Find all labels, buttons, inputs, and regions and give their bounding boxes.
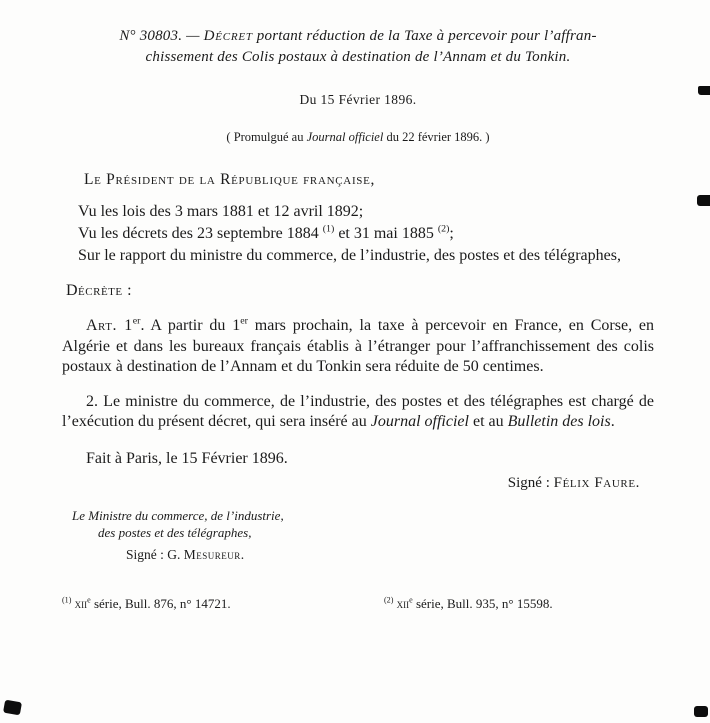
- signature-label: Signé :: [507, 474, 554, 491]
- footnotes: [62, 596, 654, 612]
- footnote-ref-1: (1): [322, 223, 335, 235]
- minister-title-line1: Le Ministre du commerce, de l’industrie,: [72, 507, 284, 523]
- footnote-1-series: xii: [74, 595, 88, 611]
- decree-word: Décret: [203, 28, 253, 44]
- scan-artifact: [698, 86, 710, 95]
- footnote-2-sup: e: [409, 595, 413, 605]
- fait-line: Fait à Paris, le 15 Février 1896.: [86, 449, 288, 467]
- visa2-mid: et 31 mai 1885: [334, 225, 438, 242]
- article-2: [62, 392, 654, 433]
- journal-officiel-ref: Journal officiel: [306, 130, 384, 144]
- article-1-body: mars prochain, la taxe à percevoir en France, en Corse, en Algérie et dans les bureaux français établis à l’étranger pour l’affranchissement des colis postaux à destination de l’Annam et du Tonkin sera réduite de 50 centimes.: [62, 317, 654, 375]
- footnote-ref-2: (2): [437, 223, 450, 235]
- journal-officiel-ref: Journal officiel: [370, 413, 469, 430]
- decrete-heading: Décrète :: [66, 282, 133, 299]
- president-name: Félix Faure.: [553, 474, 640, 491]
- visa2-pre: Vu les décrets des 23 septembre 1884: [78, 225, 323, 242]
- decree-title: [62, 26, 654, 68]
- scan-artifact: [694, 706, 708, 717]
- minister-signature: [126, 546, 654, 563]
- promulgation-note: [62, 130, 654, 145]
- bulletin-des-lois-ref: Bulletin des lois: [507, 413, 611, 430]
- promulgation-pre: ( Promulgué au: [226, 130, 307, 144]
- minister-block: [72, 507, 654, 563]
- footnote-1-marker: (1): [62, 595, 72, 605]
- decree-title-rest: portant réduction de la Taxe à percevoir pour l’affran-: [252, 28, 597, 44]
- footnote-2-text: série, Bull. 935, n° 15598.: [412, 595, 553, 611]
- article-1-mid: . A partir du 1: [140, 317, 241, 334]
- article-2-post: .: [610, 413, 615, 430]
- scan-artifact: [697, 195, 710, 206]
- footnote-2-series: xii: [396, 595, 410, 611]
- decree-number: N° 30803. —: [119, 28, 204, 44]
- ordinal-sup: er: [132, 315, 141, 327]
- article-2-pre: 2. Le ministre du commerce, de l’industrie, des postes et des télégraphes est chargé de l’exécution du présent décret, qui sera inséré au: [62, 392, 654, 430]
- article-1: [62, 316, 654, 378]
- scan-artifact: [3, 700, 22, 716]
- minister-name: Mesureur.: [183, 546, 245, 562]
- article-2-mid: et au: [468, 413, 508, 430]
- promulgation-post: du 22 février 1896. ): [383, 130, 490, 144]
- rapport-line: Sur le rapport du ministre du commerce, de l’industrie, des postes et des télégraphes,: [78, 247, 621, 264]
- minister-title-line2: des postes et des télégraphes,: [98, 524, 252, 540]
- minister-signature-label: Signé : G.: [126, 546, 184, 562]
- president-signature: [62, 475, 654, 492]
- visa-line-1: Vu les lois des 3 mars 1881 et 12 avril 1892;: [78, 203, 364, 220]
- ordinal-sup: er: [240, 315, 248, 327]
- decree-date: Du 15 Février 1896.: [299, 92, 417, 107]
- footnote-2: [384, 596, 553, 612]
- footnote-1-text: série, Bull. 876, n° 14721.: [90, 595, 231, 611]
- footnote-1: [62, 596, 384, 612]
- visa2-post: ;: [449, 225, 454, 242]
- decree-title-line2: chissement des Colis postaux à destination de l’Annam et du Tonkin.: [145, 49, 571, 65]
- visa-line-2: [62, 223, 654, 245]
- footnote-2-marker: (2): [384, 595, 394, 605]
- salutation-line: Le Président de la République française,: [84, 171, 376, 188]
- article-1-label: Art. 1: [86, 317, 133, 334]
- footnote-1-sup: e: [87, 595, 91, 605]
